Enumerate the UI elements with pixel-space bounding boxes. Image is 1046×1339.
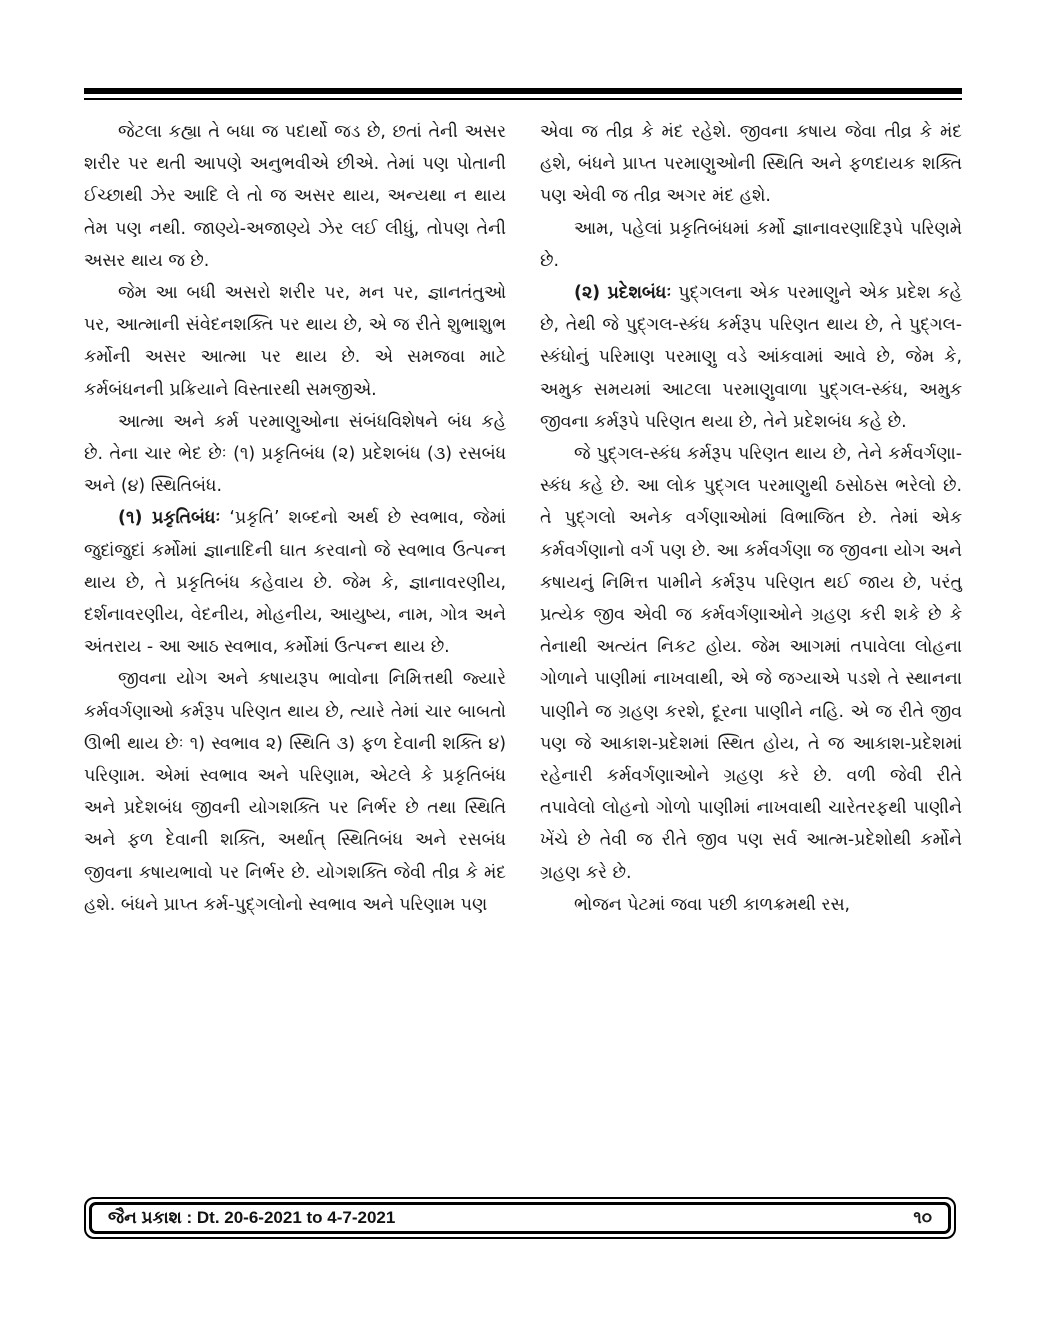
paragraph [84, 116, 506, 277]
paragraph-text: પુદ્ગલના એક પરમાણુને એક પ્રદેશ કહે છે, તેથી જે પુદ્ગલ-સ્કંધ કર્મરૂપ પરિણત થાય છે, તે પુદ્ગલ-સ્કંધોનું પરિમાણ પરમાણુ વડે આંકવામાં આવે છે, જેમ કે, અમુક સમયમાં આટલા પરમાણુવાળા પુદ્ગલ-સ્કંધ, અમુક જીવના કર્મરૂપે પરિણત થયા છે, તેને પ્રદેશબંધ કહે છે. [540, 283, 962, 432]
paragraph [84, 663, 506, 921]
paragraph-text: જેટલા કહ્યા તે બધા જ પદાર્થો જડ છે, છતાં તેની અસર શરીર પર થતી આપણે અનુભવીએ છીએ. તેમાં પણ પોતાની ઈચ્છાથી ઝેર આદિ લે તો જ અસર થાય, અન્યથા ન થાય તેમ પણ નથી. જાણ્યે-અજાણ્યે ઝેર લઈ લીધું, તોપણ તેની અસર થાય જ છે. [84, 122, 506, 271]
paragraph-text: જીવના યોગ અને કષાયરૂપ ભાવોના નિમિત્તથી જ્યારે કર્મવર્ગણાઓ કર્મરૂપ પરિણત થાય છે, ત્યારે તેમાં ચાર બાબતો ઊભી થાય છેઃ ૧) સ્વભાવ ૨) સ્થિતિ ૩) ફળ દેવાની શક્તિ ૪) પરિણામ. એમાં સ્વભાવ અને પરિણામ, એટલે કે પ્રકૃતિબંધ અને પ્રદેશબંધ જીવની યોગશક્તિ પર નિર્ભર છે તથા સ્થિતિ અને ફળ દેવાની શક્તિ, અર્થાત્ સ્થિતિબંધ અને રસબંધ જીવના કષાયભાવો પર નિર્ભર છે. યોગશક્તિ જેવી તીવ્ર કે મંદ હશે. બંધને પ્રાપ્ત કર્મ-પુદ્ગલોનો સ્વભાવ અને પરિણામ પણ [84, 669, 506, 915]
paragraph-text: જે પુદ્ગલ-સ્કંધ કર્મરૂપ પરિણત થાય છે, તેને કર્મવર્ગણા-સ્કંધ કહે છે. આ લોક પુદ્ગલ પરમાણુથી ઠસોઠસ ભરેલો છે. તે પુદ્ગલો અનેક વર્ગણાઓમાં વિભાજિત છે. તેમાં એક કર્મવર્ગણાનો વર્ગ પણ છે. આ કર્મવર્ગણા જ જીવના યોગ અને કષાયનું નિમિત્ત પામીને કર્મરૂપ પરિણત થઈ જાય છે, પરંતુ પ્રત્યેક જીવ એવી જ કર્મવર્ગણાઓને ગ્રહણ કરી શકે છે કે તેનાથી અત્યંત નિકટ હોય. જેમ આગમાં તપાવેલા લોહના ગોળાને પાણીમાં નાખવાથી, એ જે જગ્યાએ પડશે તે સ્થાનના પાણીને જ ગ્રહણ કરશે, દૂરના પાણીને નહિ. એ જ રીતે જીવ પણ જે આકાશ-પ્રદેશમાં સ્થિત હોય, તે જ આકાશ-પ્રદેશમાં રહેનારી કર્મવર્ગણાઓને ગ્રહણ કરે છે. વળી જેવી રીતે તપાવેલો લોહનો ગોળો પાણીમાં નાખવાથી ચારેતરફથી પાણીને ખેંચે છે તેવી જ રીતે જીવ પણ સર્વ આત્મ-પ્રદેશોથી કર્મોને ગ્રહણ કરે છે. [540, 444, 962, 883]
paragraph-text: જેમ આ બધી અસરો શરીર પર, મન પર, જ્ઞાનતંતુઓ પર, આત્માની સંવેદનશક્તિ પર થાય છે, એ જ રીતે શુભાશુભ કર્મોની અસર આત્મા પર થાય છે. એ સમજવા માટે કર્મબંધનની પ્રક્રિયાને વિસ્તારથી સમજીએ. [84, 283, 506, 400]
paragraph-text: એવા જ તીવ્ર કે મંદ રહેશે. જીવના કષાય જેવા તીવ્ર કે મંદ હશે, બંધને પ્રાપ્ત પરમાણુઓની સ્થિતિ અને ફળદાયક શક્તિ પણ એવી જ તીવ્ર અગર મંદ હશે. [540, 122, 962, 207]
paragraph [540, 277, 962, 438]
paragraph-text: આત્મા અને કર્મ પરમાણુઓના સંબંધવિશેષને બંધ કહે છે. તેના ચાર ભેદ છેઃ (૧) પ્રકૃતિબંધ (૨) પ્રદેશબંધ (૩) રસબંધ અને (૪) સ્થિતિબંધ. [84, 411, 506, 497]
paragraph-text: આમ, પહેલાં પ્રકૃતિબંધમાં કર્મો જ્ઞાનાવરણાદિરૂપે પરિણમે છે. [540, 218, 962, 271]
paragraph [84, 502, 506, 663]
paragraph-text: ‘પ્રકૃતિ’ શબ્દનો અર્થ છે સ્વભાવ, જેમાં જુદાંજુદાં કર્મોમાં જ્ઞાનાદિની ઘાત કરવાનો જે સ્વભાવ ઉત્પન્ન થાય છે, તે પ્રકૃતિબંધ કહેવાય છે. જેમ કે, જ્ઞાનાવરણીય, દર્શનાવરણીય, વેદનીય, મોહનીય, આયુષ્ય, નામ, ગોત્ર અને અંતરાય - આ આઠ સ્વભાવ, કર્મોમાં ઉત્પન્ન થાય છે. [84, 508, 507, 658]
paragraph-heading: (૨) પ્રદેશબંધઃ [574, 283, 672, 304]
footer-inner-frame [89, 1202, 951, 1234]
right-column [540, 116, 962, 921]
page-number: ૧૦ [913, 1208, 932, 1228]
paragraph [84, 277, 506, 406]
paragraph-heading: (૧) પ્રકૃતિબંધઃ [118, 508, 221, 529]
header-rule-thin [84, 98, 962, 100]
paragraph [540, 213, 962, 277]
header-rule-thick [84, 88, 962, 94]
paragraph-text: ભોજન પેટમાં જવા પછી કાળક્રમથી રસ, [574, 894, 851, 915]
publication-title: જૈન પ્રકાશ : Dt. 20-6-2021 to 4-7-2021 [108, 1208, 396, 1227]
paragraph [84, 406, 506, 503]
paragraph [540, 889, 962, 921]
paragraph [540, 438, 962, 889]
paragraph [540, 116, 962, 213]
footer-bar [84, 1197, 956, 1239]
left-column [84, 116, 506, 921]
